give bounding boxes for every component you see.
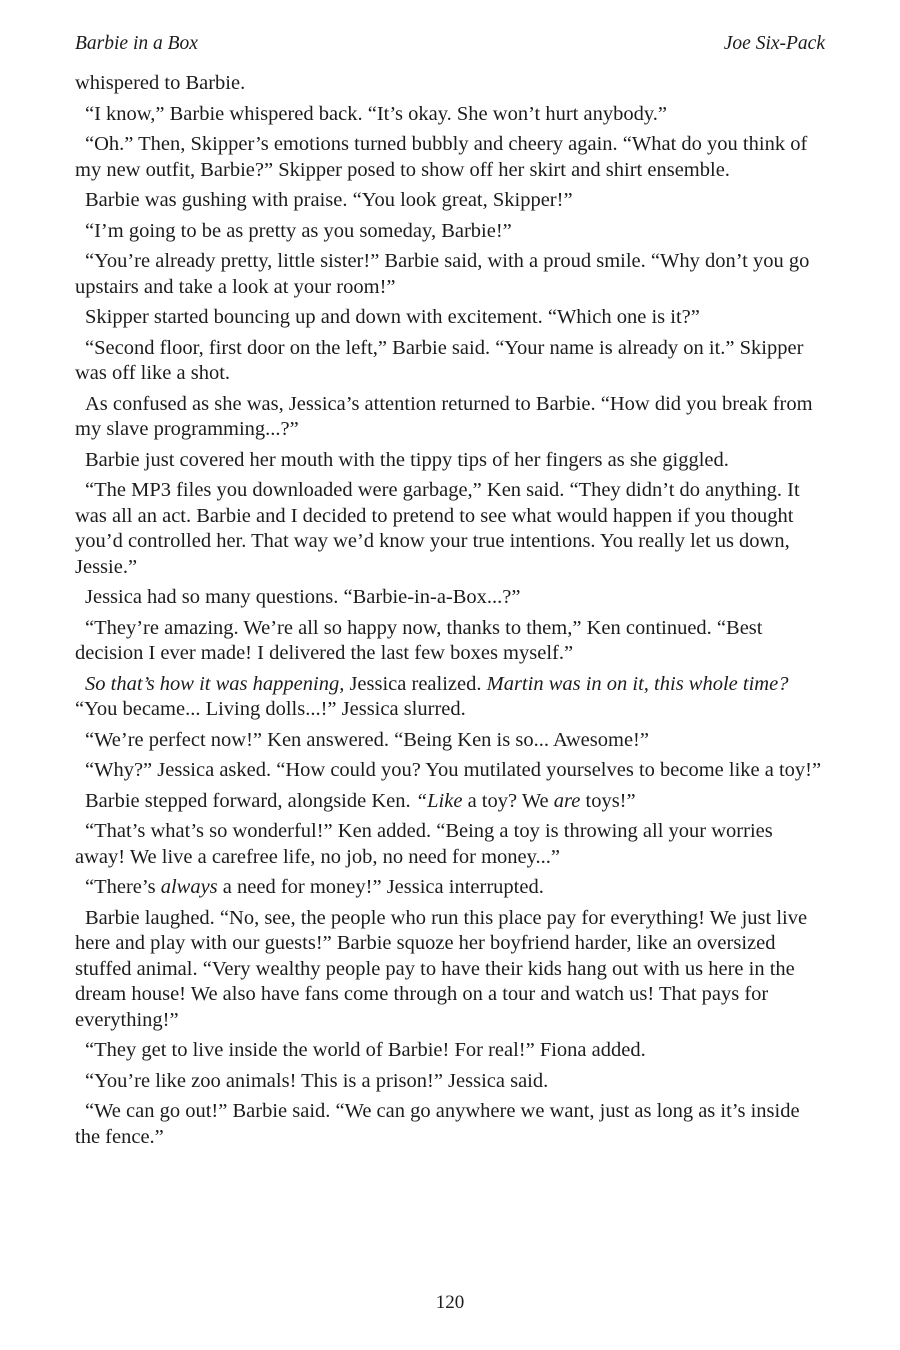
text-run: Jessica realized. xyxy=(344,672,487,695)
page-number: 120 xyxy=(435,1292,465,1313)
page-footer xyxy=(0,1292,900,1314)
body-text xyxy=(75,71,825,1155)
paragraph xyxy=(75,819,825,870)
header-book-title: Barbie in a Box xyxy=(75,33,198,54)
running-header xyxy=(75,33,825,55)
paragraph xyxy=(75,1099,825,1150)
text-run: “You’re like zoo animals! This is a prison!” Jessica said. xyxy=(85,1069,549,1092)
text-run: whispered to Barbie. xyxy=(75,72,246,94)
paragraph xyxy=(75,188,825,214)
italic-text: So that’s how it was happening, xyxy=(85,672,345,695)
text-run: “That’s what’s so wonderful!” Ken added. “Being a toy is throwing all your worries away! We live a carefree life, no job, no need for money...” xyxy=(75,820,773,868)
paragraph xyxy=(75,616,825,667)
italic-text: always xyxy=(160,876,218,898)
paragraph xyxy=(75,448,825,474)
italic-text: “Like xyxy=(415,789,463,812)
paragraph xyxy=(75,102,825,128)
text-run: “We’re perfect now!” Ken answered. “Being Ken is so... Awesome!” xyxy=(85,728,649,751)
text-run: “I know,” Barbie whispered back. “It’s okay. She won’t hurt anybody.” xyxy=(85,102,667,125)
paragraph xyxy=(75,906,825,1034)
text-run: “The MP3 files you downloaded were garbage,” Ken said. “They didn’t do anything. It was all an act. Barbie and I decided to pretend to see what would happen if you thought you’d controlled her. That way we’d know your true intentions. You really let us down, Jessie.” xyxy=(75,479,800,578)
text-run: Barbie was gushing with praise. “You look great, Skipper!” xyxy=(85,189,573,211)
text-run: Skipper started bouncing up and down with excitement. “Which one is it?” xyxy=(85,306,700,328)
text-run: Barbie laughed. “No, see, the people who run this place pay for everything! We just live here and play with our guests!” Barbie squoze her boyfriend harder, like an oversized stuffed animal. “Very wealthy people pay to have their kids hang out with us here in the dream house! We also have fans come through on a tour and watch us! That pays for everything!” xyxy=(75,906,808,1031)
paragraph xyxy=(75,219,825,245)
paragraph xyxy=(75,875,825,901)
text-run: “They’re amazing. We’re all so happy now, thanks to them,” Ken continued. “Best decision I ever made! I delivered the last few boxes myself.” xyxy=(75,616,763,664)
text-run: Barbie just covered her mouth with the tippy tips of her fingers as she giggled. xyxy=(85,448,729,471)
paragraph xyxy=(75,758,825,784)
text-run: Jessica had so many questions. “Barbie-in-a-Box...?” xyxy=(85,586,521,608)
text-run: “There’s xyxy=(85,876,161,898)
text-run: a toy? We xyxy=(462,789,554,812)
text-run: “You’re already pretty, little sister!” Barbie said, with a proud smile. “Why don’t you go upstairs and take a look at your room!” xyxy=(75,250,810,298)
text-run: “Why?” Jessica asked. “How could you? You mutilated yourselves to become like a toy!” xyxy=(85,759,822,781)
paragraph xyxy=(75,585,825,611)
text-run: “Second floor, first door on the left,” Barbie said. “Your name is already on it.” Skipper was off like a shot. xyxy=(75,336,804,384)
text-run: “Oh.” Then, Skipper’s emotions turned bubbly and cheery again. “What do you think of my new outfit, Barbie?” Skipper posed to show off her skirt and shirt ensemble. xyxy=(75,133,808,181)
paragraph xyxy=(75,478,825,580)
text-run: As confused as she was, Jessica’s attention returned to Barbie. “How did you break from my slave programming...?” xyxy=(75,392,813,440)
paragraph xyxy=(75,132,825,183)
paragraph xyxy=(75,672,825,723)
paragraph xyxy=(75,392,825,443)
paragraph xyxy=(75,1069,825,1095)
text-run: Barbie stepped forward, alongside Ken. xyxy=(85,789,416,812)
header-author: Joe Six-Pack xyxy=(723,33,825,54)
text-run: a need for money!” Jessica interrupted. xyxy=(217,876,544,898)
text-run: “We can go out!” Barbie said. “We can go anywhere we want, just as long as it’s inside the fence.” xyxy=(75,1100,800,1148)
paragraph xyxy=(75,336,825,387)
italic-text: are xyxy=(553,789,581,812)
paragraph xyxy=(75,789,825,815)
text-run: “You became... Living dolls...!” Jessica slurred. xyxy=(75,698,466,720)
paragraph xyxy=(75,1038,825,1064)
italic-text: Martin was in on it, this whole time? xyxy=(486,672,789,695)
text-run: “They get to live inside the world of Barbie! For real!” Fiona added. xyxy=(85,1039,646,1061)
paragraph xyxy=(75,249,825,300)
paragraph xyxy=(75,305,825,331)
paragraph xyxy=(75,71,825,97)
text-run: “I’m going to be as pretty as you someday, Barbie!” xyxy=(85,219,512,242)
paragraph xyxy=(75,728,825,754)
text-run: toys!” xyxy=(580,789,636,812)
